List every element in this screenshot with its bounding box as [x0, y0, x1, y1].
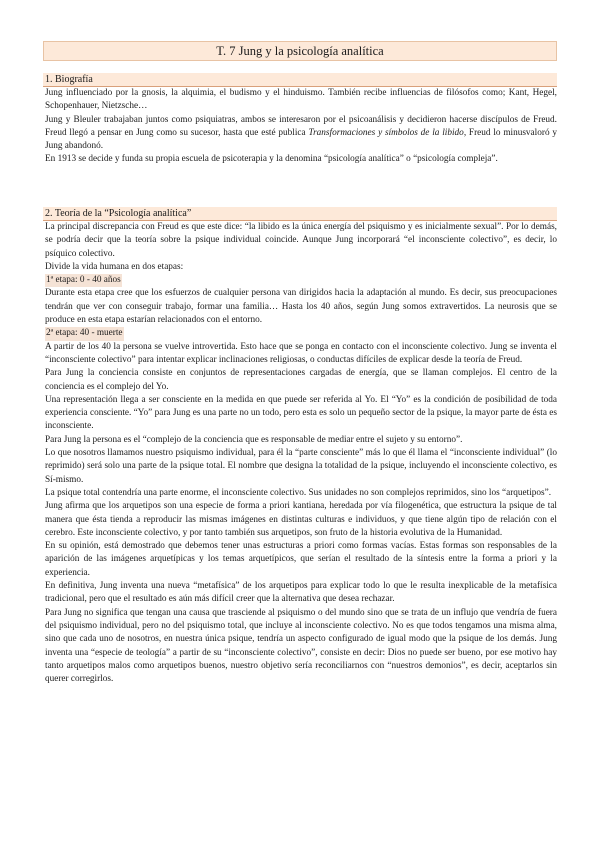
paragraph: Una representación llega a ser consciente en la medida en que puede ser referida al Yo. El “Yo” es la condición de posibilidad de toda experiencia consciente. “Yo” para Jung es una parte no un todo, pero esta es solo un pequeño sector de la psique, la mayor parte de ésta es inconsciente. — [45, 394, 557, 432]
stage-label — [45, 274, 557, 287]
paragraph — [45, 114, 557, 154]
paragraph: Durante esta etapa cree que los esfuerzos de cualquier persona van dirigidos hacia la adaptación al mundo. Es decir, sus preocupaciones tendrán que ver con conseguir trabajo, formar una familia… Hasta los 40 años, según Jung somos extravertidos. La neurosis que se produce en esta etapa estarían relacionados con el entorno. — [45, 288, 557, 326]
book-title: Transformaciones y símbolos de la libido — [308, 127, 464, 138]
paragraph-text: Jung y Bleuler trabajaban juntos como psiquiatras, ambos se interesaron por el psicoanálisis y decidieron hacerse discípulos de Freud. Freud llegó a pensar en Jung como su sucesor, hasta que esté publica — [45, 114, 557, 138]
paragraph-text: , Freud lo minusvaloró y Jung abandonó. — [45, 127, 557, 152]
paragraph: Lo que nosotros llamamos nuestro psiquismo individual, para él la “parte consciente” más lo que él llama el “inconsciente individual” (lo reprimido) será solo una parte de la psique total. El nombre que designa la totalidad de la psique, incluyendo el inconsciente colectivo, es Sí-mismo. — [45, 448, 557, 485]
paragraph: En 1913 se decide y funda su propia escuela de psicoterapia y la denomina “psicología analítica” o “psicología compleja”. — [45, 154, 498, 165]
paragraph: Para Jung la persona es el “complejo de la conciencia que es responsable de mediar entre el sujeto y su entorno”. — [45, 434, 463, 445]
paragraph: A partir de los 40 la persona se vuelve introvertida. Esto hace que se ponga en contacto con el inconsciente colectivo. Jung se inventa el “inconsciente colectivo” para intentar explicar inclinaciones religiosas, o conductas difíciles de explicar desde la teoría de Freud. — [45, 341, 557, 365]
paragraph: Para Jung la conciencia consiste en conjuntos de representaciones cargadas de energía, que se llaman complejos. El centro de la conciencia es el complejo del Yo. — [45, 368, 557, 392]
paragraph: Jung influenciado por la gnosis, la alquimia, el budismo y el hinduismo. También recibe influencias de filósofos como; Kant, Hegel, Schopenhauer, Nietzsche… — [45, 88, 557, 112]
stage-label-2: 2ª etapa: 40 - muerte — [45, 327, 124, 340]
paragraph: La psique total contendría una parte enorme, el inconsciente colectivo. Sus unidades no son complejos reprimidos, sino los “arquetipos”. — [45, 487, 552, 498]
paragraph: Jung afirma que los arquetipos son una especie de forma a priori kantiana, heredada por vía filogenética, que estructura la psique de tal manera que ésta tienda a reproducir las mismas imágenes en distintas culturas e individuos, y que tiene algún tipo de relación con el cerebro. Este inconsciente colectivo, y por tanto también sus arquetipos, son fruto de la historia evolutiva de la Humanidad. — [45, 501, 557, 538]
section-heading-teoria: 2. Teoría de la “Psicología analítica” — [43, 207, 557, 221]
paragraph: En definitiva, Jung inventa una nueva “metafísica” de los arquetipos para explicar todo lo que le resulta inexplicable de la metafísica tradicional, pero que el resultado es aún más difícil creer que la alternativa que desea rechazar. — [45, 581, 557, 605]
section-body-teoria — [45, 221, 557, 686]
section-heading-biografia: 1. Biografía — [43, 73, 557, 87]
paragraph: Para Jung no significa que tengan una causa que trasciende al psiquismo o del mundo sino que se trata de un influjo que vendría de fuera del psiquismo individual, pero no del psiquismo total, que incluye al inconsciente colectivo. No es que todos tengamos una misma alma, sino que cada uno de nosotros, en nuestra única psique, tendría un aspecto configurado de igual modo que la psique de los demás. Jung inventa una “especie de teología” a partir de su “inconsciente colectivo”, consiste en decir: Dios no puede ser bueno, por ese motivo hay tanto arquetipos malos como arquetipos buenos, nuestro objetivo sería reconciliarnos con “nuestros demonios”, es decir, aceptarlos sin querer corregirlos. — [45, 607, 557, 685]
document-title: T. 7 Jung y la psicología analítica — [43, 41, 557, 61]
paragraph: En su opinión, está demostrado que debemos tener unas estructuras a priori como formas vacías. Estas formas son responsables de la aparición de las imágenes arquetípicas y los temas arquetípicos, que serían el resultado de la síntesis entre la forma a priori y la experiencia. — [45, 541, 557, 578]
section-body-biografia — [45, 87, 557, 167]
paragraph: La principal discrepancia con Freud es que este dice: “la libido es la única energía del psiquismo y es inicialmente sexual”. Por lo demás, se podría decir que la teoría sobre la psique individual coincide. Aunque Jung incorporará “el inconsciente colectivo”, es decir, lo psíquico colectivo. — [45, 222, 557, 259]
stage-label — [45, 327, 557, 340]
stage-label-1: 1ª etapa: 0 - 40 años — [45, 274, 122, 287]
paragraph: Divide la vida humana en dos etapas: — [45, 261, 184, 272]
